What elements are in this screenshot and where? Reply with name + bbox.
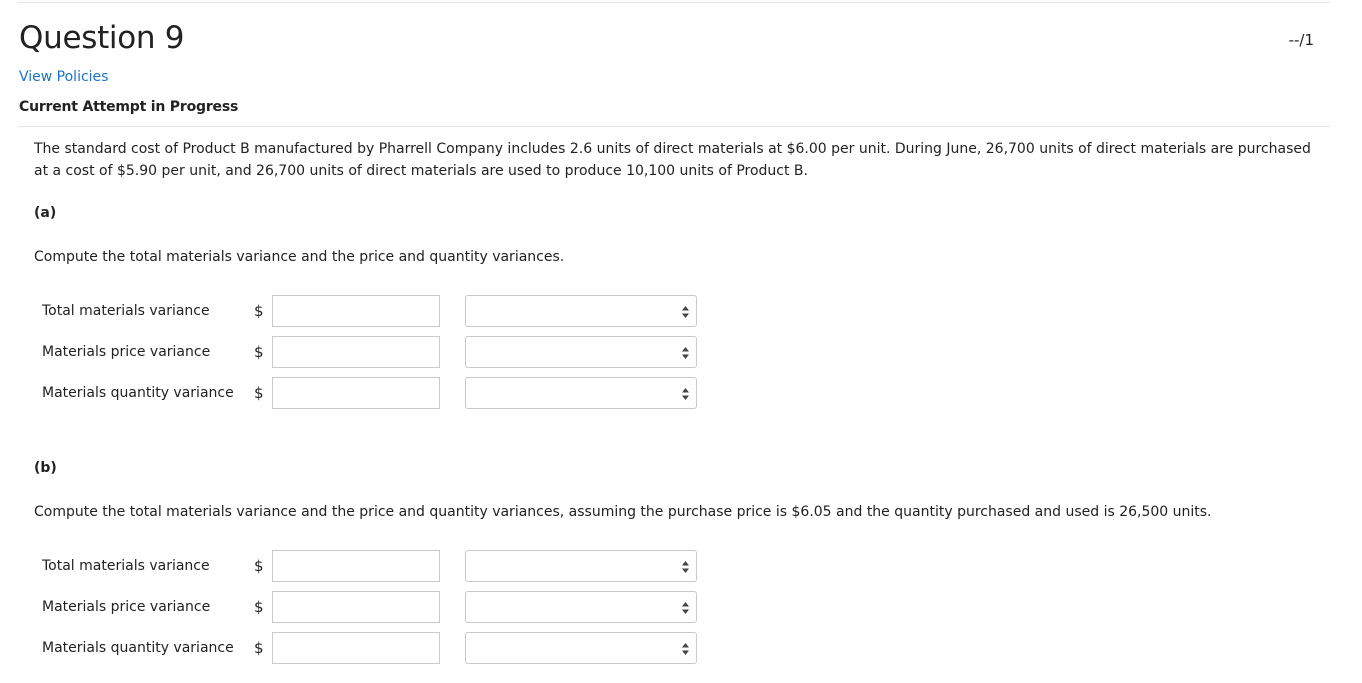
currency-symbol: $: [254, 343, 264, 361]
part-b-row-quantity: [0, 632, 720, 666]
part-a-row-total: [0, 295, 720, 329]
part-b-row-price: [0, 591, 720, 625]
row-label: Materials price variance: [42, 599, 211, 615]
currency-symbol: $: [254, 598, 264, 616]
part-b-row-total: [0, 550, 720, 584]
part-b-total-variance-select[interactable]: [465, 550, 697, 582]
select-updown-arrows-icon: [682, 561, 689, 573]
row-label: Materials price variance: [42, 344, 211, 360]
part-b-price-variance-select[interactable]: [465, 591, 697, 623]
row-label: Total materials variance: [42, 558, 210, 574]
select-updown-arrows-icon: [682, 643, 689, 655]
part-b-quantity-variance-input[interactable]: [272, 632, 440, 664]
view-policies-link[interactable]: View Policies: [19, 69, 109, 85]
currency-symbol: $: [254, 639, 264, 657]
question-score: --/1: [1288, 31, 1314, 49]
currency-symbol: $: [254, 557, 264, 575]
part-a-price-variance-input[interactable]: [272, 336, 440, 368]
part-a-row-price: [0, 336, 720, 370]
part-a-total-variance-select[interactable]: [465, 295, 697, 327]
part-a-price-variance-select[interactable]: [465, 336, 697, 368]
part-b-instruction: Compute the total materials variance and the price and quantity variances, assuming the purchase price is $6.05 and the quantity purchased and used is 26,500 units.: [34, 504, 1212, 520]
part-b-quantity-variance-select[interactable]: [465, 632, 697, 664]
row-label: Materials quantity variance: [42, 640, 234, 656]
part-a-label: (a): [34, 205, 57, 221]
select-updown-arrows-icon: [682, 347, 689, 359]
part-a-total-variance-input[interactable]: [272, 295, 440, 327]
part-a-instruction: Compute the total materials variance and the price and quantity variances.: [34, 249, 565, 265]
part-b-label: (b): [34, 460, 57, 476]
row-label: Materials quantity variance: [42, 385, 234, 401]
part-a-quantity-variance-select[interactable]: [465, 377, 697, 409]
currency-symbol: $: [254, 302, 264, 320]
top-divider: [18, 2, 1330, 3]
part-a-row-quantity: [0, 377, 720, 411]
row-label: Total materials variance: [42, 303, 210, 319]
part-a-quantity-variance-input[interactable]: [272, 377, 440, 409]
question-title: Question 9: [19, 20, 185, 56]
currency-symbol: $: [254, 384, 264, 402]
header-divider: [18, 126, 1330, 127]
part-b-total-variance-input[interactable]: [272, 550, 440, 582]
select-updown-arrows-icon: [682, 602, 689, 614]
select-updown-arrows-icon: [682, 388, 689, 400]
part-b-price-variance-input[interactable]: [272, 591, 440, 623]
problem-statement: The standard cost of Product B manufactured by Pharrell Company includes 2.6 units of direct materials at $6.00 per unit. During June, 26,700 units of direct materials are purchased at a cost of $5.90 per unit, and 26,700 units of direct materials are used to produce 10,100 units of Product B.: [34, 141, 1311, 179]
select-updown-arrows-icon: [682, 306, 689, 318]
attempt-status: Current Attempt in Progress: [19, 99, 239, 115]
